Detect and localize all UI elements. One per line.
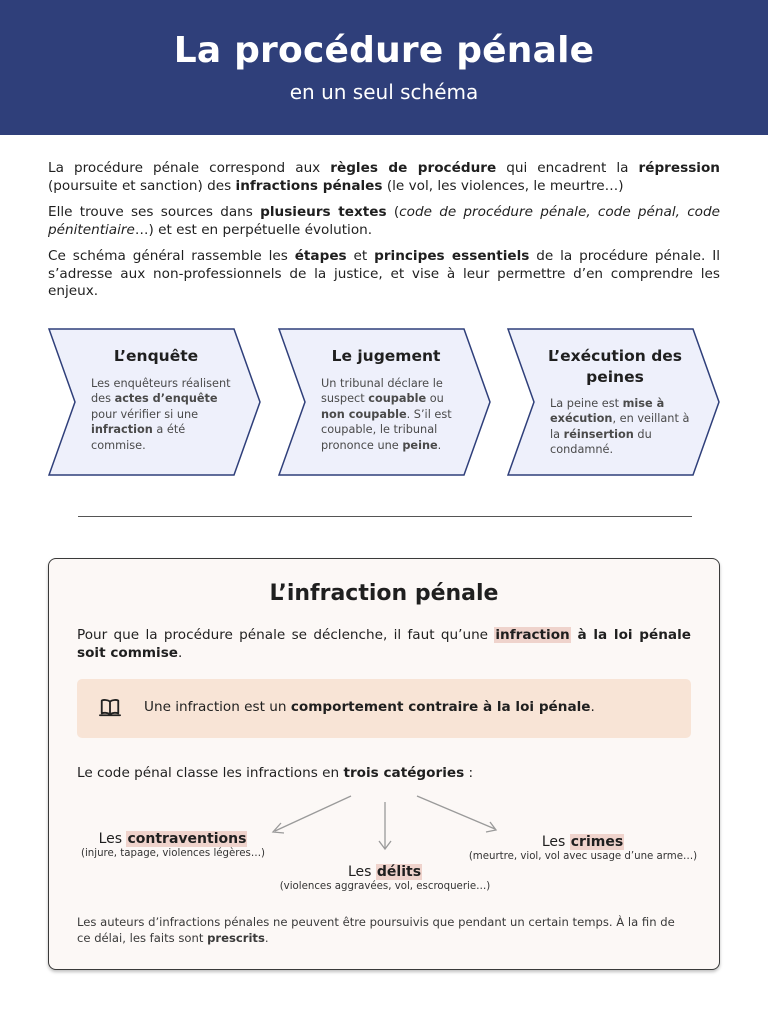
page-header (0, 0, 768, 135)
page-subtitle: en un seul schéma (289, 80, 479, 104)
step-title: Le jugement (331, 347, 441, 365)
intro-paragraph-2: Elle trouve ses sources dans plusieurs textes (code de procédure pénale, code pénal, code pénitentiaire…) et est en perpétuelle évolution. (48, 204, 720, 238)
category-name: crimes (570, 834, 624, 850)
step-text: Un tribunal déclare le suspect coupable ou non coupable. S’il est coupable, le tribunal prononce une peine. (321, 377, 452, 452)
step-title: L’enquête (113, 347, 199, 365)
intro-paragraph-3: Ce schéma général rassemble les étapes et principes essentiels de la procédure pénale. Il s’adresse aux non-professionnels de la justice, et vise à leur permettre d’en comprendre les enjeux. (48, 248, 720, 299)
step-title: L’exécution des peines (547, 347, 683, 386)
category-examples: (meurtre, viol, vol avec usage d’une arme…) (468, 851, 698, 862)
category-examples: (injure, tapage, violences légères…) (80, 848, 265, 859)
card-title: L’infraction pénale (269, 581, 499, 606)
section-divider (78, 516, 692, 517)
categories-intro: Le code pénal classe les infractions en trois catégories : (77, 765, 474, 781)
category-name: délits (376, 864, 422, 880)
step-text: Les enquêteurs réalisent des actes d’enquête pour vérifier si une infraction a été commise. (91, 377, 231, 452)
step-text: La peine est mise à exécution, en veillant à la réinsertion du condamné. (550, 397, 690, 457)
infraction-card (48, 558, 720, 970)
category-crimes: Les crimes (meurtre, viol, vol avec usage d’une arme…) (453, 834, 713, 862)
category-contraventions: Les contraventions (injure, tapage, violences légères…) (73, 831, 273, 859)
step-jugement (278, 328, 490, 476)
category-name: contraventions (127, 831, 247, 847)
category-arrows (49, 559, 721, 971)
step-execution (507, 328, 719, 476)
step-enquete (48, 328, 260, 476)
procedure-steps (48, 328, 720, 476)
page-title: La procédure pénale (173, 30, 595, 71)
definition-text: Une infraction est un comportement contraire à la loi pénale. (144, 699, 595, 715)
arrow-right (417, 796, 495, 829)
category-examples: (violences aggravées, vol, escroquerie…) (279, 881, 491, 892)
card-intro: Pour que la procédure pénale se déclenche, il faut qu’une infraction à la loi pénale soit commise. (77, 627, 691, 661)
intro-paragraph-1: La procédure pénale correspond aux règles de procédure qui encadrent la répression (poursuite et sanction) des infractions pénales (le vol, les violences, le meurtre…) (48, 160, 720, 194)
intro-section (48, 160, 720, 310)
highlight: infraction (495, 627, 570, 643)
category-delits: Les délits (violences aggravées, vol, escroquerie…) (265, 864, 505, 892)
arrow-left (275, 796, 351, 831)
prescription-note: Les auteurs d’infractions pénales ne peuvent être poursuivis que pendant un certain temps. À la fin de ce délai, les faits sont prescrits. (77, 915, 675, 945)
